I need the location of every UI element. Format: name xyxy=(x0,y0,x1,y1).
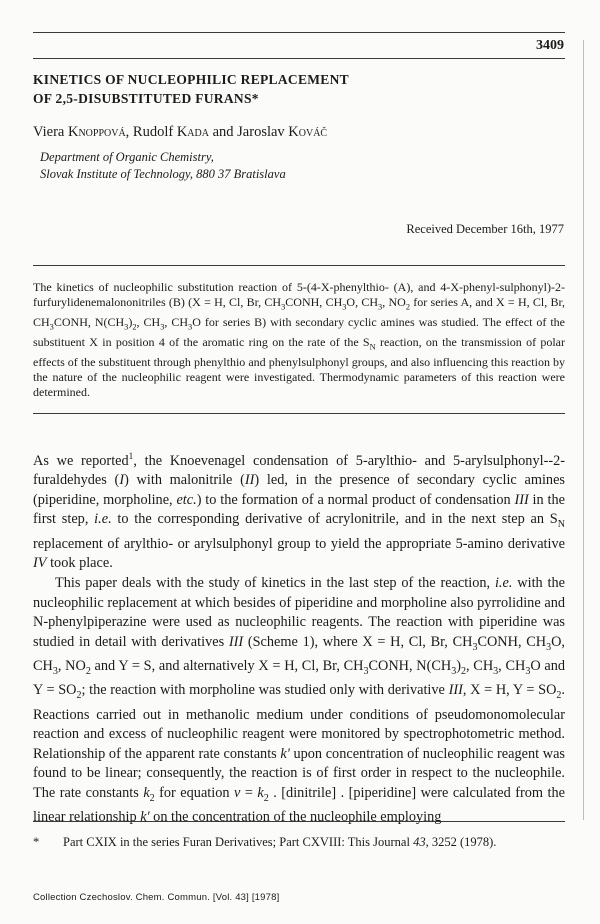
title-line-2: OF 2,5-DISUBSTITUTED FURANS* xyxy=(33,91,259,106)
author-list: Viera Knoppová, Rudolf Kada and Jaroslav Kováč xyxy=(33,124,328,140)
affiliation: Department of Organic Chemistry, Slovak Institute of Technology, 880 37 Bratislava xyxy=(40,150,286,181)
received-date: Received December 16th, 1977 xyxy=(406,222,564,236)
abstract: The kinetics of nucleophilic substitution reaction of 5-(4-X-phenylthio- (A), and 4-X-phenyl-sulphonyl)-2-furfurylidenemalononitriles (B) (X = H, Cl, Br, $CH_3CONH$, $CH_3O$, $CH_3$, $NO_2$ for series A, and X = H, Cl, Br, $CH_3CONH$, $N(CH_3)_2$, $CH_3$, $CH_3O$ for series B) with secondary cyclic amines was studied. The effect of the substituent X in position 4 of the aromatic ring on the rate of the $S_N$ reaction, on the transmission of polar effects of the substituent through phenylthio and phenylsulphonyl groups, and also influencing this reaction by the nature of the nucleophilic reagent were investigated. Thermodynamic parameters of this reaction were determined. xyxy=(33,280,566,399)
author-1: Viera Knoppová xyxy=(33,124,126,140)
body-paragraph-2: This paper deals with the study of kinetics in the last step of the reaction, i.e. with the nucleophilic replacement at which besides of piperidine and morpholine also pyrrolidine and N-phenylpiperazine were used as nucleophilic reagents. The reaction with piperidine was studied in detail with derivatives III (Scheme 1), where X = H, Cl, Br, $CH_3CONH$, $CH_3O$, $CH_3$, $NO_2$ and Y = S, and alternatively X = H, Cl, Br, $CH_3CONH$, $N(CH_3)_2$, $CH_3$, $CH_3O$ and $Y = SO_2$; the reaction with morpholine was studied only with derivative III, X = H, $Y = SO_2$. Reactions carried out in methanolic medium under conditions of pseudomonomolecular reaction and excess of nucleophilic reagent were monitored by spectrophotometric method. Relationship of the apparent rate constants k' upon concentration of nucleophilic reagent was found to be linear; consequently, the reaction is of first order in respect to the nucleophile. The rate constants $k_2$ for equation $v = k_2$ . [dinitrile] . [piperidine] were calculated from the linear relationship k' on the concentration of the nucleophile employing xyxy=(33,575,565,825)
page-number: 3409 xyxy=(536,38,564,53)
footnote-rule xyxy=(33,821,565,822)
author-3: Jaroslav Kováč xyxy=(237,124,328,140)
article-title xyxy=(33,70,433,108)
journal-footer: Collection Czechoslov. Chem. Commun. [Vol. 43] [1978] xyxy=(33,892,280,903)
page-edge-line xyxy=(583,40,584,820)
title-line-1: KINETICS OF NUCLEOPHILIC REPLACEMENT xyxy=(33,72,349,87)
header-rule xyxy=(33,32,565,33)
footnote: * Part CXIX in the series Furan Derivatives; Part CXVIII: This Journal 43, 3252 (1978). xyxy=(33,835,497,849)
abstract-rule-top xyxy=(33,265,565,266)
reference-marker: 1 xyxy=(128,452,134,462)
abstract-rule-bottom xyxy=(33,413,565,414)
header-rule-bottom xyxy=(33,58,565,59)
author-2: Rudolf Kada xyxy=(132,124,209,140)
body-paragraph-1: As we reported$^1$, the Knoevenagel condensation of 5-arylthio- and 5-arylsulphonyl--2-furaldehydes (I) with malonitrile (II) led, in the presence of secondary cyclic amines (piperidine, morpholine, etc.) to the formation of a normal product of condensation III in the first step, i.e. to the corresponding derivative of acrylonitrile, and in the next step an $S_N$ replacement of arylthio- or arylsulphonyl group to yield the appropriate 5-amino derivative IV took place. xyxy=(33,452,566,572)
